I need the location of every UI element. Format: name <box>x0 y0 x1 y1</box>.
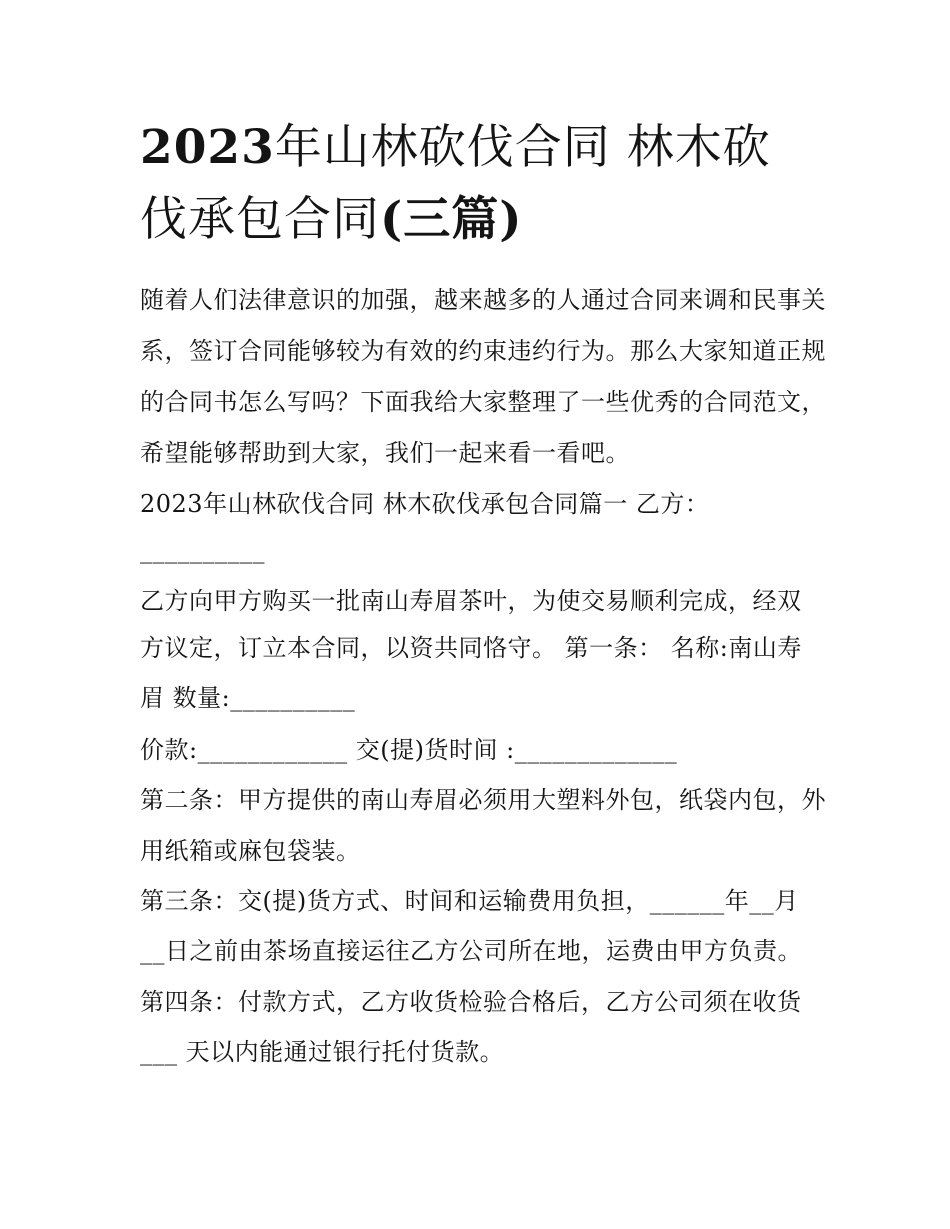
article-4-days-blank: ___ <box>140 1038 178 1066</box>
article-3-year-blank: ______ <box>649 887 725 915</box>
intro-paragraph: 随着人们法律意识的加强，越来越多的人通过合同来调和民事关系，签订合同能够较为有效的约束违约行为。那么大家知道正规的合同书怎么写吗？下面我给大家整理了一些优秀的合同范文，希望能够帮助到大家，我们一起来看一看吧。 <box>140 286 826 467</box>
article-3-line-2 <box>140 926 802 977</box>
section-heading-year: 2023 <box>140 490 204 518</box>
delivery-time-blank: _____________ <box>514 736 678 764</box>
section-heading <box>140 479 709 530</box>
article-4-line-2 <box>140 1027 504 1078</box>
section-heading-text: 年山林砍伐合同 林木砍伐承包合同篇一 乙方： <box>203 490 710 518</box>
article-3-text-b: 日之前由茶场直接运往乙方公司所在地，运费由甲方负责。 <box>165 937 802 965</box>
price-blank: ____________ <box>197 736 348 764</box>
article-3-month-blank: __ <box>749 887 775 915</box>
article-3-text-a: 第三条：交(提)货方式、时间和运输费用负担， <box>140 887 650 915</box>
quantity-label: 眉 数量: <box>140 684 231 712</box>
article-3-day-blank: __ <box>140 937 165 965</box>
title-line2-paren: (三篇) <box>380 192 523 247</box>
article-4-text-b: 天以内能通过银行托付货款。 <box>177 1038 505 1066</box>
title-year: 2023 <box>140 120 275 175</box>
title-line2: 伐承包合同 <box>140 192 380 247</box>
price-delivery-line <box>140 725 677 776</box>
quantity-blank: __________ <box>230 684 356 712</box>
article-3-month: 月 <box>774 887 799 915</box>
quantity-line <box>140 673 355 724</box>
clause-intro-line-2: 方议定，订立本合同，以资共同恪守。 第一条： 名称:南山寿 <box>140 634 802 662</box>
clause-intro-line-1: 乙方向甲方购买一批南山寿眉茶叶，为使交易顺利完成，经双 <box>140 587 802 615</box>
article-3-year: 年 <box>724 887 750 915</box>
article-2: 第二条：甲方提供的南山寿眉必须用大塑料外包，纸袋内包，外用纸箱或麻包袋装。 <box>140 786 826 865</box>
article-3-line-1 <box>140 876 799 927</box>
title-line1: 年山林砍伐合同 林木砍 <box>274 120 771 175</box>
price-label: 价款: <box>140 736 198 764</box>
party-b-blank: __________ <box>140 536 265 564</box>
article-4-line-1: 第四条：付款方式，乙方收货检验合格后，乙方公司须在收货 <box>140 988 802 1016</box>
party-b-blank-line <box>140 525 265 576</box>
document-title <box>140 112 820 256</box>
delivery-time-label: 交(提)货时间 : <box>355 736 515 764</box>
